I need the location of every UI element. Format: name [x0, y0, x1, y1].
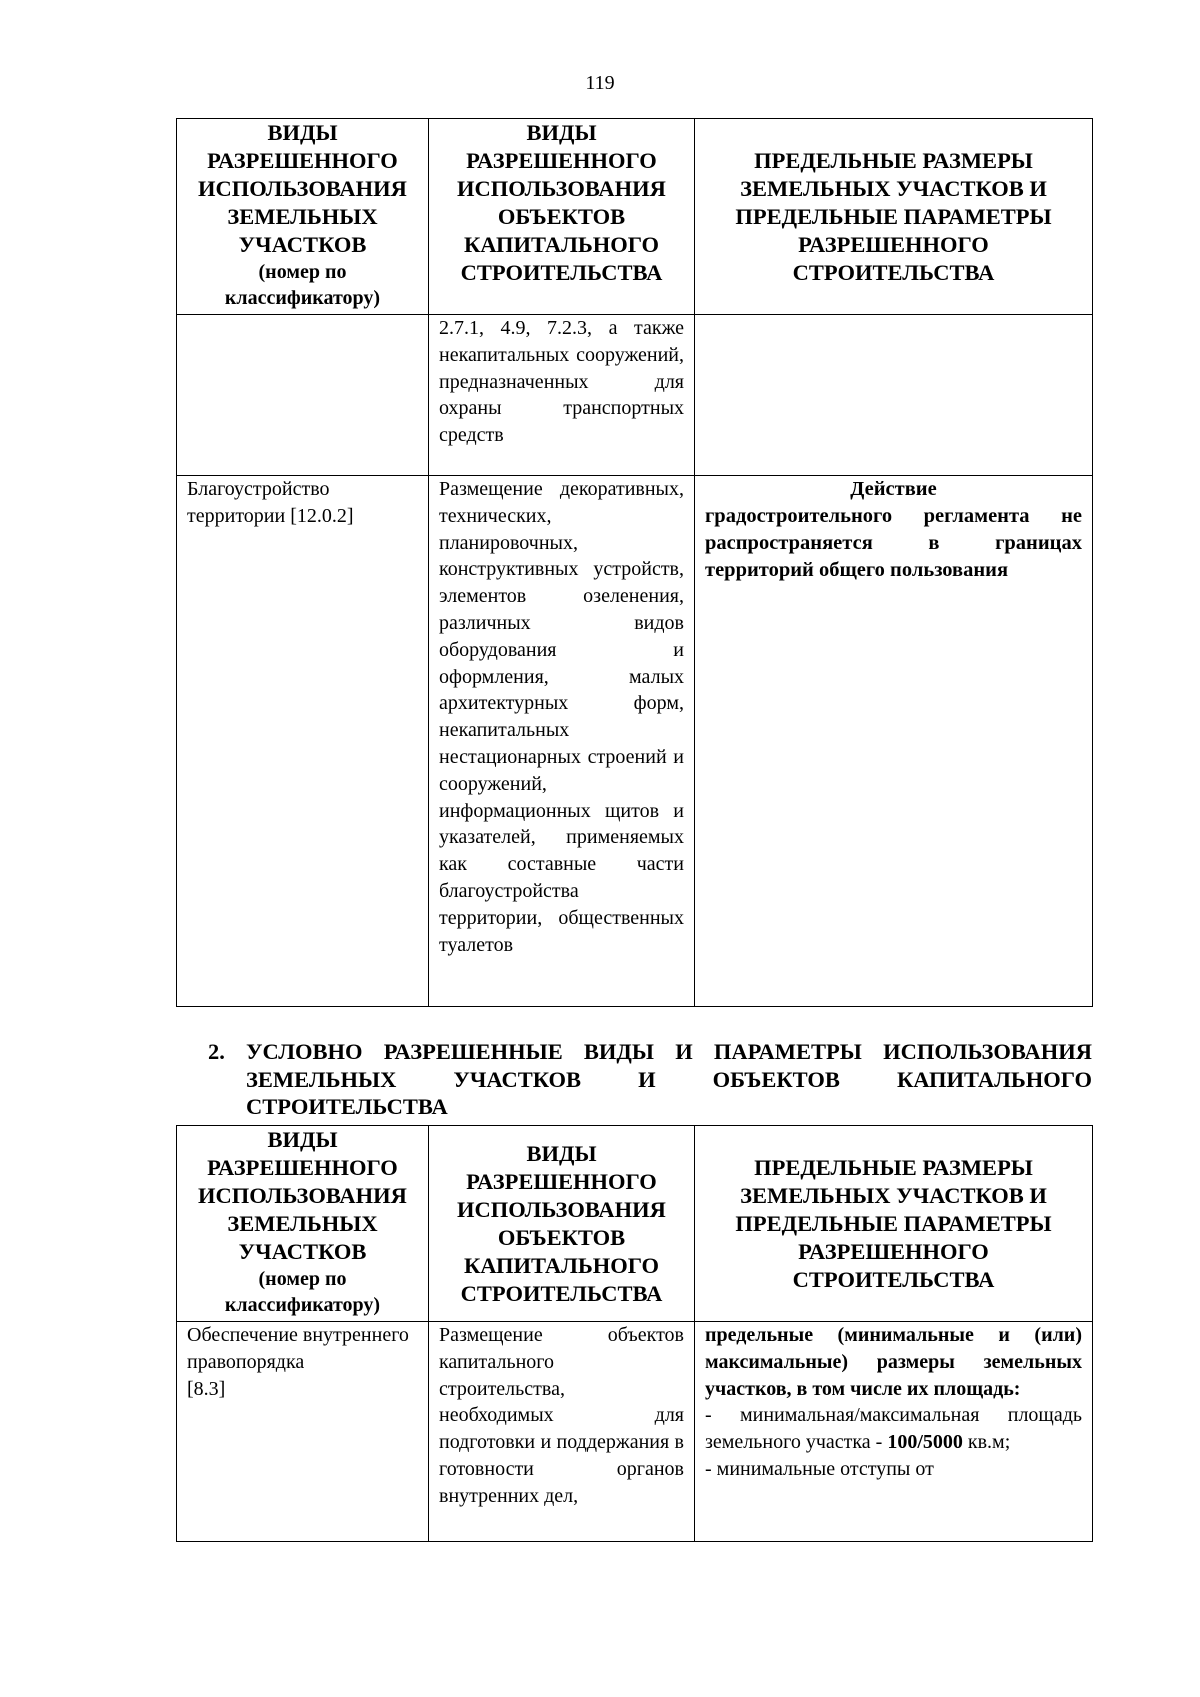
- header-limit-parameters: [695, 1126, 1093, 1322]
- table-row: [177, 1322, 1093, 1542]
- page-number: 119: [585, 72, 615, 94]
- regulations-table-conditional: [176, 1125, 1093, 1542]
- row-construction-use-cell: Размещение объектов капитального строительства, необходимых для подготовки и поддержания в готовности органов внутренних дел,: [429, 1322, 695, 1542]
- table-row: [177, 315, 1093, 476]
- table-row: [177, 476, 1093, 1007]
- section-title: УСЛОВНО РАЗРЕШЕННЫЕ ВИДЫ И ПАРАМЕТРЫ ИСПОЛЬЗОВАНИЯ ЗЕМЕЛЬНЫХ УЧАСТКОВ И ОБЪЕКТОВ КАПИТАЛЬНОГО СТРОИТЕЛЬСТВА: [246, 1039, 1092, 1119]
- section-number: 2.: [208, 1039, 225, 1064]
- header-construction-use-types-label: ВИДЫ РАЗРЕШЕННОГО ИСПОЛЬЗОВАНИЯ ОБЪЕКТОВ КАПИТАЛЬНОГО СТРОИТЕЛЬСТВА: [457, 120, 666, 285]
- parameter-area-text: - минимальная/максимальная площадь земельного участка -: [705, 1404, 1082, 1454]
- header-construction-use-types: [429, 1126, 695, 1322]
- header-land-use-types: [177, 1126, 429, 1322]
- header-limit-parameters: [695, 119, 1093, 315]
- row-land-use-cell: Благоустройство территории [12.0.2]: [177, 476, 429, 1007]
- row-parameters-cell: [695, 315, 1093, 476]
- regulations-table-permitted: [176, 118, 1093, 1007]
- classifier-code: [8.3]: [187, 1377, 226, 1400]
- section-2-heading: [208, 1038, 1092, 1121]
- row-construction-use-cell: Размещение декоративных, технических, планировочных, конструктивных устройств, элементов озеленения, различных видов оборудования и оформления, малых архитектурных форм, некапитальных нестационарных строений и сооружений, информационных щитов и указателей, применяемых как составные части благоустройства территории, общественных туалетов: [429, 476, 695, 1007]
- regulation-notice-lead: Действие: [850, 478, 937, 500]
- row-construction-use-cell: 2.7.1, 4.9, 7.2.3, а также некапитальных сооружений, предназначенных для охраны транспортных средств: [429, 315, 695, 476]
- header-land-use-types-label: ВИДЫ РАЗРЕШЕННОГО ИСПОЛЬЗОВАНИЯ ЗЕМЕЛЬНЫХ УЧАСТКОВ: [198, 120, 407, 257]
- table-header-row: [177, 119, 1093, 315]
- header-classifier-note: (номер по классификатору): [224, 1268, 381, 1316]
- parameters-heading: предельные (минимальные и (или) максимальные) размеры земельных участков, в том числе их площадь:: [705, 1324, 1082, 1400]
- header-land-use-types-label: ВИДЫ РАЗРЕШЕННОГО ИСПОЛЬЗОВАНИЯ ЗЕМЕЛЬНЫХ УЧАСТКОВ: [198, 1127, 407, 1264]
- row-parameters-cell: [695, 1322, 1093, 1542]
- land-use-name: Обеспечение внутреннего правопорядка: [187, 1324, 409, 1373]
- parameter-area-value: 100/5000: [887, 1431, 963, 1454]
- header-land-use-types: [177, 119, 429, 315]
- parameter-setback-item: - минимальные отступы от: [705, 1457, 934, 1480]
- header-limit-parameters-label: ПРЕДЕЛЬНЫЕ РАЗМЕРЫ ЗЕМЕЛЬНЫХ УЧАСТКОВ И ПРЕДЕЛЬНЫЕ ПАРАМЕТРЫ РАЗРЕШЕННОГО СТРОИТЕЛЬСТВА: [735, 1154, 1052, 1292]
- parameter-area-item: [705, 1402, 1082, 1456]
- header-construction-use-types-label: ВИДЫ РАЗРЕШЕННОГО ИСПОЛЬЗОВАНИЯ ОБЪЕКТОВ КАПИТАЛЬНОГО СТРОИТЕЛЬСТВА: [457, 1140, 666, 1306]
- parameter-area-unit: кв.м;: [967, 1431, 1011, 1454]
- header-construction-use-types: [429, 119, 695, 315]
- regulation-notice-text: градостроительного регламента не распространяется в границах территорий общего пользования: [705, 505, 1082, 581]
- row-parameters-cell: [695, 476, 1093, 1007]
- header-limit-parameters-label: ПРЕДЕЛЬНЫЕ РАЗМЕРЫ ЗЕМЕЛЬНЫХ УЧАСТКОВ И ПРЕДЕЛЬНЫЕ ПАРАМЕТРЫ РАЗРЕШЕННОГО СТРОИТЕЛЬСТВА: [735, 147, 1052, 285]
- row-land-use-cell: [177, 1322, 429, 1542]
- header-classifier-note: (номер по классификатору): [224, 261, 381, 309]
- row-land-use-cell: [177, 315, 429, 476]
- table-header-row: [177, 1126, 1093, 1322]
